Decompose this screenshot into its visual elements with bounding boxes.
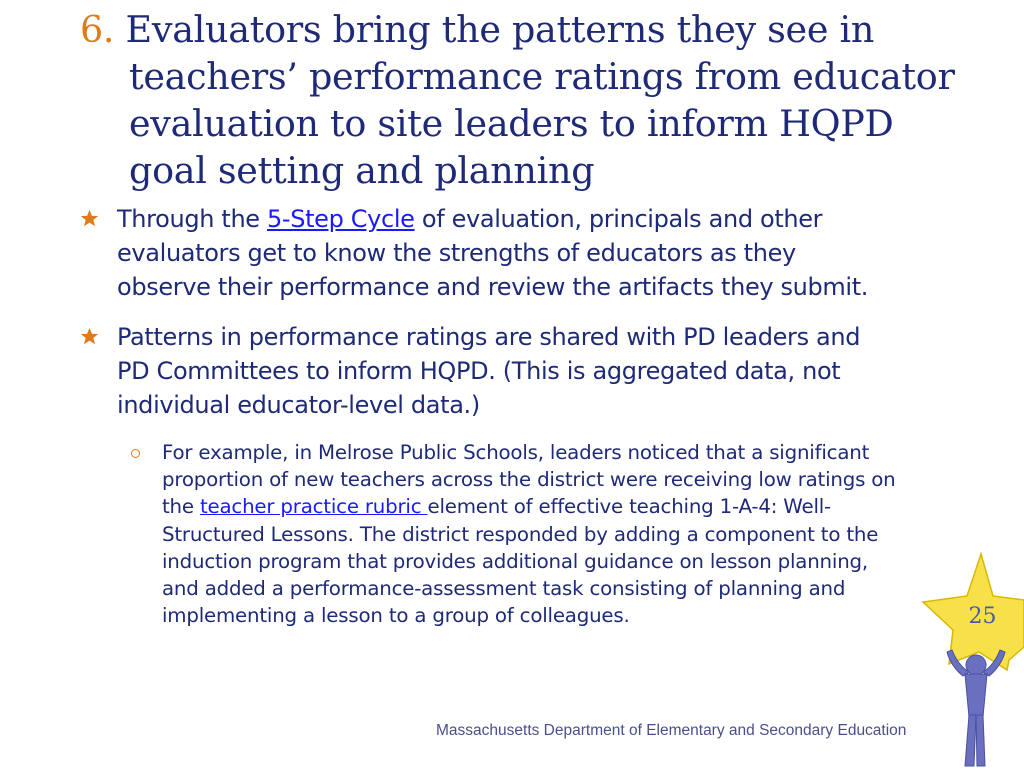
star-figure-logo bbox=[919, 552, 1024, 768]
circle-bullet-icon bbox=[131, 449, 140, 458]
bullet-item-2 bbox=[80, 320, 960, 422]
sub-line-3-post: element of effective teaching 1-A-4: Well- bbox=[427, 495, 831, 519]
five-step-cycle-link[interactable]: 5-Step Cycle bbox=[267, 205, 415, 233]
sub-line-1: For example, in Melrose Public Schools, leaders noticed that a significant bbox=[162, 441, 870, 464]
sub-line-5: induction program that provides additional guidance on lesson planning, bbox=[162, 549, 868, 573]
bullet-2-line-1: Patterns in performance ratings are shared with PD leaders and bbox=[117, 323, 861, 351]
sub-line-4: Structured Lessons. The district responded by adding a component to the bbox=[162, 522, 879, 546]
bullet-list bbox=[80, 202, 960, 422]
bullet-1-line-2: evaluators get to know the strengths of educators as they bbox=[117, 239, 796, 267]
slide-title bbox=[80, 6, 955, 194]
footer-organization: Massachusetts Department of Elementary and Secondary Education bbox=[436, 722, 907, 739]
title-line-3: evaluation to site leaders to inform HQPD bbox=[129, 102, 894, 145]
bullet-1-text-post: of evaluation, principals and other bbox=[414, 205, 823, 233]
sub-line-7: implementing a lesson to a group of colleagues. bbox=[162, 604, 630, 628]
title-line-4: goal setting and planning bbox=[129, 149, 595, 192]
bullet-2-line-3: individual educator-level data.) bbox=[117, 391, 480, 419]
sub-line-3 bbox=[162, 493, 962, 520]
title-line-1-text: Evaluators bring the patterns they see in bbox=[125, 8, 875, 51]
bullet-2-line-2: PD Committees to inform HQPD. (This is aggregated data, not bbox=[117, 357, 841, 385]
sub-line-6: and added a performance-assessment task consisting of planning and bbox=[162, 577, 846, 601]
bullet-1-text-pre: Through the bbox=[117, 205, 267, 233]
page-number: 25 bbox=[968, 604, 997, 629]
star-person-icon bbox=[919, 552, 1024, 768]
teacher-practice-rubric-link[interactable]: teacher practice rubric bbox=[199, 495, 428, 519]
bullet-1-line-3: observe their performance and review the artifacts they submit. bbox=[117, 273, 869, 301]
title-number: 6. bbox=[80, 8, 115, 51]
title-line-1 bbox=[80, 6, 940, 53]
title-line-2: teachers’ performance ratings from educator bbox=[129, 55, 955, 98]
sub-line-3-pre: the bbox=[162, 495, 200, 519]
star-bullet-icon bbox=[80, 327, 99, 346]
bullet-item-1 bbox=[80, 202, 960, 304]
sub-line-2: proportion of new teachers across the district were receiving low ratings on bbox=[162, 468, 896, 492]
sub-bullet-item bbox=[130, 439, 962, 629]
star-bullet-icon bbox=[80, 209, 99, 228]
bullet-1-line-1 bbox=[117, 202, 960, 236]
